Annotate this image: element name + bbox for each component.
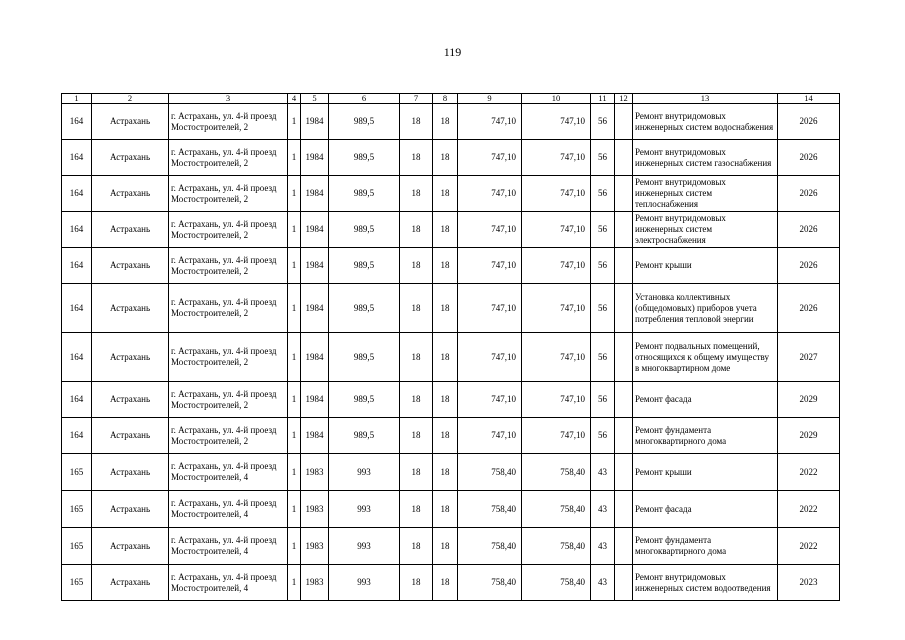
col-9-area: 758,40: [458, 565, 522, 601]
col-9-area: 747,10: [458, 140, 522, 176]
col-9-area: 747,10: [458, 176, 522, 212]
capital-repair-table: [61, 93, 840, 601]
municipality: Астрахань: [92, 212, 169, 248]
col-8-value: 18: [433, 333, 458, 382]
col-7-value: 18: [400, 140, 433, 176]
municipality: Астрахань: [92, 140, 169, 176]
total-area: 989,5: [329, 176, 400, 212]
residents: 56: [591, 284, 615, 333]
col-8-value: 18: [433, 418, 458, 454]
residents: 43: [591, 491, 615, 528]
col-12-value: [615, 528, 633, 565]
col-10-area: 747,10: [522, 176, 591, 212]
col-4-value: 1: [288, 491, 301, 528]
row-number: 165: [62, 565, 92, 601]
col-7-value: 18: [400, 176, 433, 212]
col-10-area: 758,40: [522, 565, 591, 601]
municipality: Астрахань: [92, 104, 169, 140]
col-8-value: 18: [433, 382, 458, 418]
address: г. Астрахань, ул. 4-й проезд Мостостроителей, 2: [169, 248, 288, 284]
col-7-value: 18: [400, 333, 433, 382]
col-12-value: [615, 565, 633, 601]
row-number: 165: [62, 491, 92, 528]
work-type: Ремонт внутридомовых инженерных систем газоснабжения: [633, 140, 778, 176]
address: г. Астрахань, ул. 4-й проезд Мостостроителей, 4: [169, 565, 288, 601]
col-10-area: 747,10: [522, 382, 591, 418]
build-year: 1984: [301, 104, 329, 140]
col-8-value: 18: [433, 454, 458, 491]
col-8-value: 18: [433, 140, 458, 176]
total-area: 993: [329, 565, 400, 601]
page-number: 119: [443, 45, 462, 59]
total-area: 989,5: [329, 333, 400, 382]
build-year: 1984: [301, 248, 329, 284]
col-7-value: 18: [400, 528, 433, 565]
build-year: 1984: [301, 418, 329, 454]
residents: 56: [591, 333, 615, 382]
table-row: [62, 176, 840, 212]
col-4-value: 1: [288, 418, 301, 454]
col-10-area: 758,40: [522, 528, 591, 565]
build-year: 1983: [301, 454, 329, 491]
address: г. Астрахань, ул. 4-й проезд Мостостроителей, 2: [169, 212, 288, 248]
total-area: 989,5: [329, 104, 400, 140]
row-number: 164: [62, 176, 92, 212]
municipality: Астрахань: [92, 248, 169, 284]
residents: 56: [591, 104, 615, 140]
col-8-value: 18: [433, 176, 458, 212]
col-12-value: [615, 491, 633, 528]
total-area: 993: [329, 528, 400, 565]
table-row: [62, 491, 840, 528]
municipality: Астрахань: [92, 176, 169, 212]
municipality: Астрахань: [92, 418, 169, 454]
table-row: [62, 212, 840, 248]
row-number: 164: [62, 248, 92, 284]
municipality: Астрахань: [92, 284, 169, 333]
col-9-area: 758,40: [458, 454, 522, 491]
residents: 56: [591, 140, 615, 176]
column-header: 9: [458, 94, 522, 104]
build-year: 1984: [301, 212, 329, 248]
col-10-area: 747,10: [522, 248, 591, 284]
col-7-value: 18: [400, 104, 433, 140]
col-4-value: 1: [288, 248, 301, 284]
col-10-area: 747,10: [522, 212, 591, 248]
column-header: 6: [329, 94, 400, 104]
address: г. Астрахань, ул. 4-й проезд Мостостроителей, 4: [169, 528, 288, 565]
col-12-value: [615, 248, 633, 284]
planned-year: 2026: [778, 212, 840, 248]
table-row: [62, 284, 840, 333]
planned-year: 2026: [778, 284, 840, 333]
col-10-area: 747,10: [522, 284, 591, 333]
row-number: 164: [62, 382, 92, 418]
column-header: 1: [62, 94, 92, 104]
col-9-area: 747,10: [458, 418, 522, 454]
table-header-row: [62, 94, 840, 104]
table-row: [62, 104, 840, 140]
col-9-area: 758,40: [458, 528, 522, 565]
work-type: Ремонт внутридомовых инженерных систем электроснабжения: [633, 212, 778, 248]
column-header: 5: [301, 94, 329, 104]
build-year: 1983: [301, 528, 329, 565]
total-area: 989,5: [329, 284, 400, 333]
col-9-area: 758,40: [458, 491, 522, 528]
planned-year: 2026: [778, 248, 840, 284]
col-8-value: 18: [433, 284, 458, 333]
residents: 43: [591, 565, 615, 601]
planned-year: 2026: [778, 104, 840, 140]
column-header: 7: [400, 94, 433, 104]
build-year: 1984: [301, 333, 329, 382]
build-year: 1984: [301, 382, 329, 418]
col-7-value: 18: [400, 418, 433, 454]
col-4-value: 1: [288, 176, 301, 212]
table-row: [62, 248, 840, 284]
row-number: 165: [62, 528, 92, 565]
work-type: Ремонт фасада: [633, 491, 778, 528]
col-4-value: 1: [288, 212, 301, 248]
col-7-value: 18: [400, 284, 433, 333]
col-8-value: 18: [433, 528, 458, 565]
work-type: Ремонт внутридомовых инженерных систем водоснабжения: [633, 104, 778, 140]
work-type: Ремонт крыши: [633, 454, 778, 491]
col-4-value: 1: [288, 140, 301, 176]
address: г. Астрахань, ул. 4-й проезд Мостостроителей, 2: [169, 140, 288, 176]
table-row: [62, 333, 840, 382]
col-10-area: 747,10: [522, 333, 591, 382]
col-10-area: 758,40: [522, 454, 591, 491]
total-area: 989,5: [329, 248, 400, 284]
row-number: 164: [62, 140, 92, 176]
col-9-area: 747,10: [458, 382, 522, 418]
col-9-area: 747,10: [458, 104, 522, 140]
row-number: 164: [62, 418, 92, 454]
column-header: 8: [433, 94, 458, 104]
planned-year: 2022: [778, 528, 840, 565]
build-year: 1984: [301, 140, 329, 176]
col-10-area: 747,10: [522, 104, 591, 140]
total-area: 993: [329, 491, 400, 528]
work-type: Ремонт внутридомовых инженерных систем теплоснабжения: [633, 176, 778, 212]
row-number: 165: [62, 454, 92, 491]
column-header: 13: [633, 94, 778, 104]
residents: 56: [591, 418, 615, 454]
total-area: 989,5: [329, 382, 400, 418]
planned-year: 2023: [778, 565, 840, 601]
row-number: 164: [62, 212, 92, 248]
col-8-value: 18: [433, 248, 458, 284]
col-4-value: 1: [288, 333, 301, 382]
col-7-value: 18: [400, 212, 433, 248]
col-8-value: 18: [433, 104, 458, 140]
col-10-area: 747,10: [522, 140, 591, 176]
address: г. Астрахань, ул. 4-й проезд Мостостроителей, 2: [169, 418, 288, 454]
planned-year: 2029: [778, 418, 840, 454]
col-4-value: 1: [288, 528, 301, 565]
total-area: 989,5: [329, 212, 400, 248]
col-9-area: 747,10: [458, 333, 522, 382]
planned-year: 2026: [778, 140, 840, 176]
total-area: 993: [329, 454, 400, 491]
municipality: Астрахань: [92, 528, 169, 565]
col-4-value: 1: [288, 284, 301, 333]
col-10-area: 747,10: [522, 418, 591, 454]
col-12-value: [615, 212, 633, 248]
address: г. Астрахань, ул. 4-й проезд Мостостроителей, 2: [169, 284, 288, 333]
col-8-value: 18: [433, 491, 458, 528]
col-12-value: [615, 284, 633, 333]
build-year: 1983: [301, 565, 329, 601]
column-header: 2: [92, 94, 169, 104]
residents: 56: [591, 248, 615, 284]
column-header: 11: [591, 94, 615, 104]
planned-year: 2027: [778, 333, 840, 382]
row-number: 164: [62, 284, 92, 333]
col-7-value: 18: [400, 491, 433, 528]
table-row: [62, 140, 840, 176]
municipality: Астрахань: [92, 565, 169, 601]
col-8-value: 18: [433, 212, 458, 248]
row-number: 164: [62, 104, 92, 140]
column-header: 10: [522, 94, 591, 104]
work-type: Ремонт подвальных помещений, относящихся к общему имуществу в многоквартирном доме: [633, 333, 778, 382]
col-12-value: [615, 333, 633, 382]
col-12-value: [615, 176, 633, 212]
planned-year: 2026: [778, 176, 840, 212]
row-number: 164: [62, 333, 92, 382]
municipality: Астрахань: [92, 454, 169, 491]
work-type: Установка коллективных (общедомовых) приборов учета потребления тепловой энергии: [633, 284, 778, 333]
col-12-value: [615, 382, 633, 418]
table-row: [62, 382, 840, 418]
col-4-value: 1: [288, 565, 301, 601]
address: г. Астрахань, ул. 4-й проезд Мостостроителей, 2: [169, 176, 288, 212]
column-header: 14: [778, 94, 840, 104]
total-area: 989,5: [329, 140, 400, 176]
planned-year: 2022: [778, 454, 840, 491]
col-12-value: [615, 140, 633, 176]
work-type: Ремонт внутридомовых инженерных систем водоотведения: [633, 565, 778, 601]
column-header: 4: [288, 94, 301, 104]
col-7-value: 18: [400, 454, 433, 491]
residents: 43: [591, 454, 615, 491]
col-10-area: 758,40: [522, 491, 591, 528]
table-row: [62, 528, 840, 565]
municipality: Астрахань: [92, 333, 169, 382]
col-7-value: 18: [400, 248, 433, 284]
col-7-value: 18: [400, 565, 433, 601]
col-12-value: [615, 104, 633, 140]
col-12-value: [615, 454, 633, 491]
work-type: Ремонт фасада: [633, 382, 778, 418]
col-4-value: 1: [288, 382, 301, 418]
col-12-value: [615, 418, 633, 454]
build-year: 1983: [301, 491, 329, 528]
work-type: Ремонт фундамента многоквартирного дома: [633, 418, 778, 454]
address: г. Астрахань, ул. 4-й проезд Мостостроителей, 4: [169, 491, 288, 528]
total-area: 989,5: [329, 418, 400, 454]
col-8-value: 18: [433, 565, 458, 601]
col-9-area: 747,10: [458, 212, 522, 248]
address: г. Астрахань, ул. 4-й проезд Мостостроителей, 2: [169, 382, 288, 418]
work-type: Ремонт крыши: [633, 248, 778, 284]
residents: 43: [591, 528, 615, 565]
address: г. Астрахань, ул. 4-й проезд Мостостроителей, 4: [169, 454, 288, 491]
residents: 56: [591, 382, 615, 418]
municipality: Астрахань: [92, 382, 169, 418]
table-row: [62, 565, 840, 601]
address: г. Астрахань, ул. 4-й проезд Мостостроителей, 2: [169, 333, 288, 382]
col-9-area: 747,10: [458, 248, 522, 284]
municipality: Астрахань: [92, 491, 169, 528]
build-year: 1984: [301, 284, 329, 333]
col-4-value: 1: [288, 104, 301, 140]
table-row: [62, 454, 840, 491]
column-header: 3: [169, 94, 288, 104]
col-9-area: 747,10: [458, 284, 522, 333]
col-4-value: 1: [288, 454, 301, 491]
build-year: 1984: [301, 176, 329, 212]
residents: 56: [591, 212, 615, 248]
address: г. Астрахань, ул. 4-й проезд Мостостроителей, 2: [169, 104, 288, 140]
planned-year: 2029: [778, 382, 840, 418]
col-7-value: 18: [400, 382, 433, 418]
planned-year: 2022: [778, 491, 840, 528]
residents: 56: [591, 176, 615, 212]
table-row: [62, 418, 840, 454]
column-header: 12: [615, 94, 633, 104]
work-type: Ремонт фундамента многоквартирного дома: [633, 528, 778, 565]
